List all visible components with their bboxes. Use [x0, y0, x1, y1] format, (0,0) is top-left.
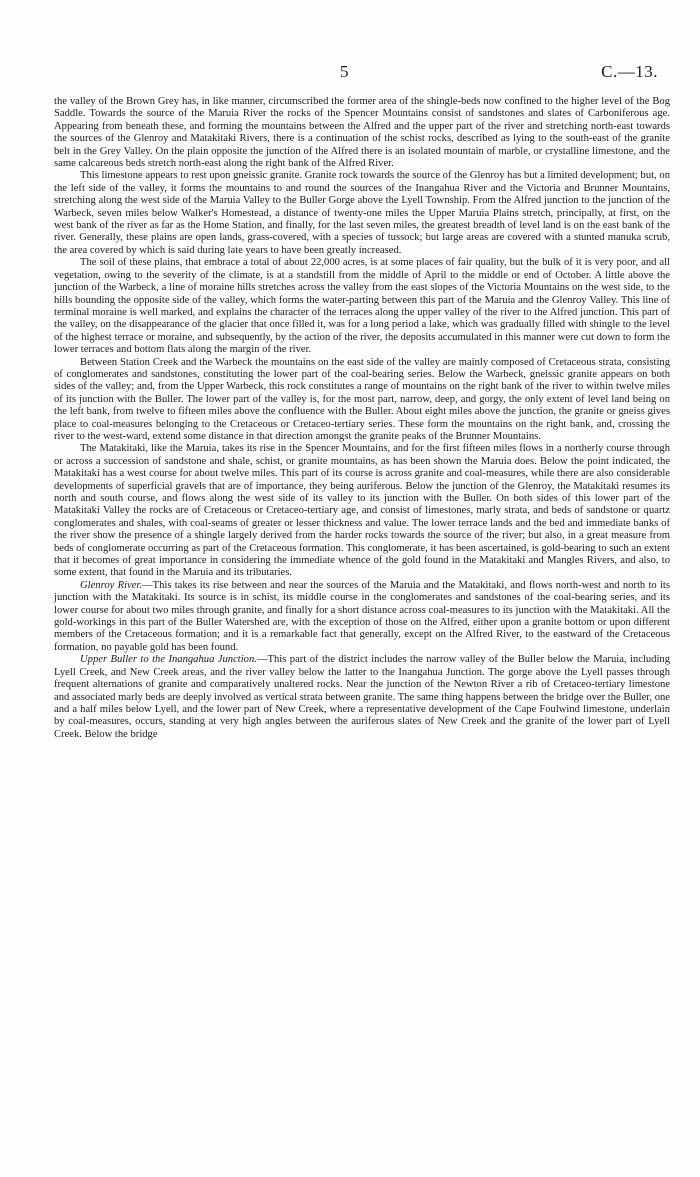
paragraph-text: —This takes its rise between and near the sources of the Maruia and the Matakitaki, and flows north-west and north to its junction with the Matakitaki. Its source is in schist, its middle course in the conglomerates and sandstones of the coal-bearing series, and its lower course for about two miles through granite, and finally for a short distance across coal-measures to its junction with the Matakitaki. All the gold-workings in this part of the Buller Watershed are, with the exception of those on the Alfred, either upon a granite bottom or upon different members of the Cretaceous formation; and it is a remarkable fact that generally, except on the Alfred River, to the eastward of the Cretaceous formation, no payable gold has been found.	[54, 579, 670, 653]
page-number: 5	[340, 62, 349, 81]
paragraph-6	[54, 580, 670, 654]
section-heading-glenroy: Glenroy River.	[80, 579, 143, 591]
paragraph-4	[54, 357, 670, 444]
paragraph-1	[54, 96, 670, 170]
paragraph-text: the valley of the Brown Grey has, in like manner, circumscribed the former area of the shingle-beds now confined to the higher level of the Bog Saddle. Towards the source of the Maruia River the rocks of the Spencer Mountains consist of sandstones and slates of Carboniferous age. Appearing from beneath these, and forming the mountains between the Alfred and the upper part of the river and stretching north-east towards the sources of the Glenroy and Matakitaki Rivers, there is a continuation of the schist rocks, described as lying to the south-east of the granite belt in the Grey Valley. On the plain opposite the junction of the Alfred there is an isolated mountain of marble, or crystalline limestone, and the same calcareous beds stretch north-east along the right bank of the Alfred River.	[54, 96, 670, 170]
series-mark: C.—13.	[601, 62, 658, 81]
body-text	[54, 96, 670, 741]
section-heading-upper-buller: Upper Buller to the Inangahua Junction.	[80, 654, 257, 666]
paragraph-text: —This part of the district includes the narrow valley of the Buller below the Maruia, including Lyell Creek, and New Creek areas, and the river valley below the latter to the Inangahua Junction. The gorge above the Lyell passes through frequent alternations of granite and comparatively unaltered rocks. Near the junction of the Newton River a rib of Cretaceo-tertiary limestone and associated marly beds are deeply involved as vertical strata between granite. The same thing happens between the bridge over the Buller, one and a half miles below Lyell, and the lower part of New Creek, where a representative development of the Cape Foulwind limestone, underlain by coal-measures, occurs, standing at very high angles between the auriferous slates of New Creek and the granite of the lower part of Lyell Creek. Below the bridge	[54, 654, 670, 740]
paragraph-3	[54, 257, 670, 356]
paragraph-text: Between Station Creek and the Warbeck the mountains on the east side of the valley are mainly composed of Cretaceous strata, consisting of conglomerates and sandstones, constituting the lower part of the coal-bearing series. Below the Warbeck, gneissic granite appears on both sides of the valley; and, from the Upper Warbeck, this rock constitutes a range of mountains on the right bank of the river to within twelve miles of its junction with the Buller. The lower part of the valley is, for the most part, narrow, deep, and gorgy, the only extent of level land being on the left bank, from twelve to fifteen miles above the confluence with the Buller. About eight miles above the junction, the granite or gneiss gives place to coal-measures belonging to the Cretaceous or Cretaceo-tertiary series. These form the mountains on the right bank, and, crossing the river to the west-ward, extend some distance in that direction amongst the granite peaks of the Brunner Mountains.	[54, 356, 670, 442]
paragraph-text: The soil of these plains, that embrace a total of about 22,000 acres, is at some places of fair quality, but the bulk of it is very poor, and all vegetation, owing to the severity of the climate, is at a standstill from the middle of April to the middle or end of October. A little above the junction of the Warbeck, a line of moraine hills stretches across the valley from the east slopes of the Victoria Mountains on the west side, to the hills bounding the opposite side of the valley, which forms the water-parting between this part of the Maruia and the Glenroy Valley. This line of terminal moraine is well marked, and explains the character of the terraces along the upper valley of the river to the Alfred junction. This part of the valley, on the disappearance of the glacier that once filled it, was for a long period a lake, which was gradually filled with shingle to the level of the highest terrace or moraine, and subsequently, by the action of the river, the deposits accumulated in this manner were cut down to form the lower terraces and bottom flats along the margin of the river.	[54, 257, 670, 356]
paragraph-5	[54, 443, 670, 579]
paragraph-7	[54, 654, 670, 741]
paragraph-text: This limestone appears to rest upon gneissic granite. Granite rock towards the source of the Glenroy has but a limited development; but, on the left side of the valley, it forms the mountains to and round the sources of the Inangahua River and the Victoria and Brunner Mountains, stretching along the west side of the Maruia Valley to the Buller Gorge above the Lyell Township. From the Alfred junction to the junction of the Warbeck, seven miles below Walker's Homestead, a distance of twenty-one miles the Upper Maruia Plains stretch, principally, at first, on the west bank of the river as far as the Home Station, and finally, for the last seven miles, the greatest breadth of level land is on the east bank of the river. Generally, these plains are open lands, grass-covered, with a species of tussock; but large areas are covered with a stunted manuka scrub, the area covered by which is said during late years to have been greatly increased.	[54, 170, 670, 256]
paragraph-text: The Matakitaki, like the Maruia, takes its rise in the Spencer Mountains, and for the first fifteen miles flows in a northerly course through or across a succession of sandstone and shale, schist, or granite mountains, as has been shown the Maruia does. Below the point indicated, the Matakitaki has a west course for about twelve miles. This part of its course is across granite and coal-measures, while there are also considerable developments of superficial gravels that are of importance, they being auriferous. Below the junction of the Glenroy, the Matakitaki resumes its north and south course, and flows along the west side of its valley to its junction with the Buller. On both sides of this lower part of the Matakitaki Valley the rocks are of Cretaceous or Cretaceo-tertiary age, and consist of limestones, marly strata, and beds of sandstone or quartz conglomerates and shales, with coal-seams of greater or lesser thickness and value. The lower terrace lands and the bed and immediate banks of the river show the presence of a shingle largely derived from the harder rocks towards the source of the river; but also, in a great measure from beds of conglomerate occurring as part of the Cretaceous formation. This conglomerate, it has been ascertained, is gold-bearing to such an extent that it becomes of great importance in considering the immediate whence of the gold found in the Matakitaki and Mangles Rivers, and also, to some extent, that found in the Maruia and its tributaries.	[54, 443, 670, 579]
page-header	[0, 62, 700, 86]
paragraph-2	[54, 170, 670, 257]
